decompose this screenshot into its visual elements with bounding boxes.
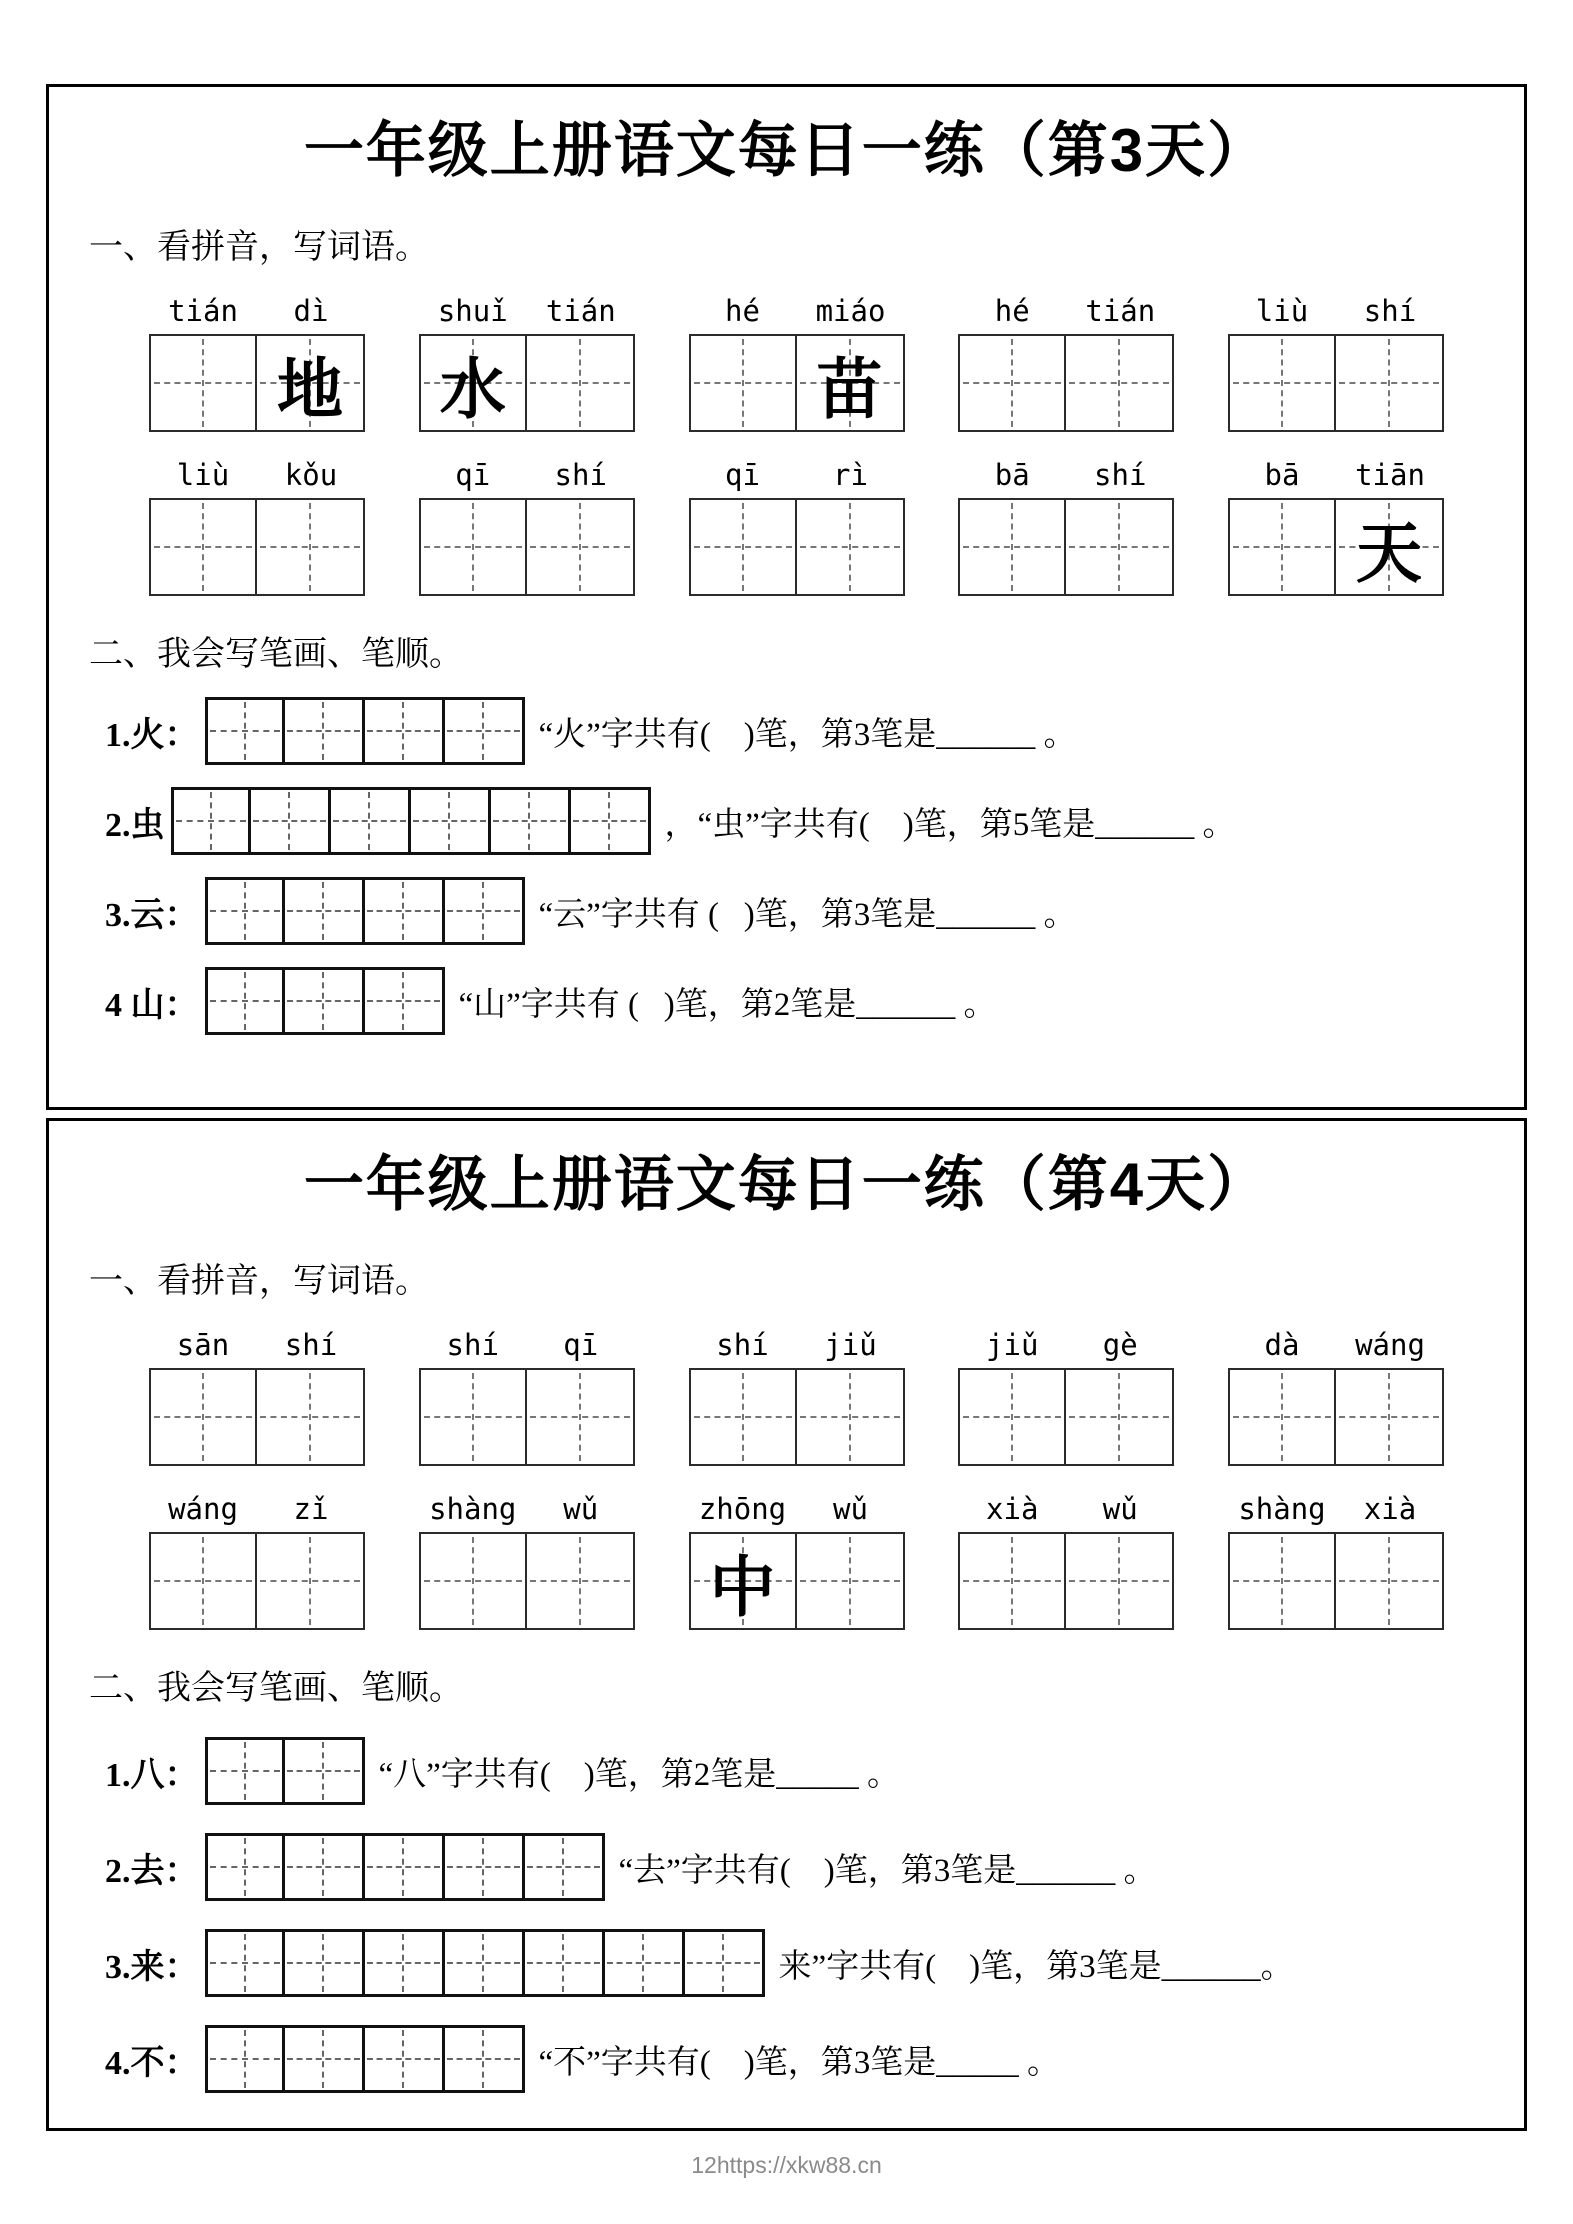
stroke-cell <box>365 1833 445 1901</box>
writing-cell <box>1228 334 1336 432</box>
stroke-question: 来”字共有( )笔，第3笔是______。 <box>778 1948 1294 1985</box>
writing-cell <box>797 1532 905 1630</box>
written-character: 水 <box>439 353 506 427</box>
writing-grid <box>958 1368 1174 1466</box>
stroke-cell <box>285 1737 365 1805</box>
stroke-cell <box>205 2025 285 2093</box>
pinyin-syllable: sān <box>176 1328 230 1362</box>
writing-grid <box>689 1532 905 1630</box>
stroke-item-label: 2.虫 <box>105 806 165 844</box>
writing-cell <box>149 334 257 432</box>
writing-grid <box>419 498 635 596</box>
stroke-cell <box>365 1929 445 1997</box>
pinyin-syllable: liù <box>176 458 230 492</box>
stroke-cell <box>411 787 491 855</box>
pinyin-labels <box>958 294 1174 328</box>
pinyin-word-group <box>419 458 635 596</box>
writing-cell <box>797 498 905 596</box>
pinyin-syllable: tián <box>168 294 238 328</box>
writing-grid <box>689 1368 905 1466</box>
pinyin-labels <box>419 294 635 328</box>
stroke-cell <box>285 967 365 1035</box>
writing-cell <box>527 498 635 596</box>
stroke-cell <box>285 697 365 765</box>
writing-cell <box>419 334 527 432</box>
pinyin-syllable: hé <box>725 294 760 328</box>
writing-grid <box>149 1368 365 1466</box>
stroke-cell <box>445 2025 525 2093</box>
pinyin-syllable: liù <box>1255 294 1309 328</box>
stroke-cell <box>365 2025 445 2093</box>
stroke-order-item <box>105 877 1524 945</box>
pinyin-syllable: shàng <box>1238 1492 1326 1526</box>
pinyin-syllable: xià <box>986 1492 1039 1526</box>
stroke-items <box>105 697 1524 1035</box>
pinyin-syllable: zhōng <box>698 1492 787 1526</box>
pinyin-word-group <box>958 294 1174 432</box>
pinyin-syllable: qī <box>563 1328 599 1362</box>
pinyin-word-group <box>149 1328 365 1466</box>
pinyin-syllable: jiǔ <box>824 1328 877 1362</box>
pinyin-syllable: dì <box>293 294 329 328</box>
pinyin-labels <box>689 1492 905 1526</box>
pinyin-syllable: qī <box>725 458 760 492</box>
pinyin-labels <box>419 1492 635 1526</box>
writing-cell <box>149 498 257 596</box>
stroke-order-grid <box>205 877 525 945</box>
stroke-cell <box>445 877 525 945</box>
pinyin-labels <box>149 1328 365 1362</box>
stroke-question: “八”字共有( )笔，第2笔是_____ 。 <box>378 1756 901 1793</box>
pinyin-syllable: dà <box>1264 1328 1300 1362</box>
writing-cell <box>527 334 635 432</box>
writing-grid <box>958 334 1174 432</box>
writing-cell <box>689 498 797 596</box>
pinyin-labels <box>958 1492 1174 1526</box>
stroke-cell <box>571 787 651 855</box>
pinyin-syllable: qī <box>455 458 491 492</box>
pinyin-word-group <box>1228 1492 1444 1630</box>
section-heading-strokes: 二、我会写笔画、笔顺。 <box>89 1670 463 1707</box>
stroke-cell <box>445 1929 525 1997</box>
pinyin-labels <box>1228 1328 1444 1362</box>
stroke-order-item <box>105 967 1524 1035</box>
pinyin-word-group <box>1228 458 1444 596</box>
writing-cell <box>958 1368 1066 1466</box>
stroke-cell <box>251 787 331 855</box>
writing-grid <box>1228 1368 1444 1466</box>
pinyin-syllable: tián <box>1085 294 1156 328</box>
pinyin-row <box>149 458 1444 596</box>
pinyin-syllable: bā <box>1264 458 1300 492</box>
writing-cell <box>257 1368 365 1466</box>
writing-cell <box>257 334 365 432</box>
writing-cell <box>1228 498 1336 596</box>
writing-grid <box>689 498 905 596</box>
pinyin-word-group <box>1228 294 1444 432</box>
writing-cell <box>1336 1368 1444 1466</box>
pinyin-syllable: shí <box>1094 458 1147 492</box>
stroke-cell <box>365 697 445 765</box>
pinyin-word-group <box>958 1328 1174 1466</box>
pinyin-syllable: hé <box>994 294 1030 328</box>
writing-cell <box>958 498 1066 596</box>
pinyin-syllable: wáng <box>168 1492 238 1526</box>
writing-cell <box>689 334 797 432</box>
writing-cell <box>527 1368 635 1466</box>
writing-grid <box>149 498 365 596</box>
writing-grid <box>419 1532 635 1630</box>
stroke-question: “不”字共有( )笔，第3笔是_____ 。 <box>538 2044 1061 2081</box>
pinyin-word-group <box>689 1328 905 1466</box>
stroke-question: ，“虫”字共有( )笔，第5笔是______ 。 <box>664 806 1236 843</box>
writing-grid <box>1228 498 1444 596</box>
written-character: 中 <box>709 1551 776 1625</box>
stroke-order-item <box>105 787 1524 855</box>
writing-grid <box>149 334 365 432</box>
written-character: 地 <box>277 353 343 427</box>
writing-cell <box>419 498 527 596</box>
stroke-item-label: 3.云： <box>105 896 199 934</box>
stroke-order-item <box>105 1833 1524 1901</box>
stroke-question: “去”字共有( )笔，第3笔是______ 。 <box>618 1852 1157 1889</box>
pinyin-word-group <box>1228 1328 1444 1466</box>
stroke-cell <box>605 1929 685 1997</box>
pinyin-labels <box>958 1328 1174 1362</box>
pinyin-syllable: tián <box>545 294 616 328</box>
pinyin-labels <box>149 294 365 328</box>
writing-cell <box>419 1368 527 1466</box>
stroke-order-grid <box>205 697 525 765</box>
writing-cell <box>1336 498 1444 596</box>
writing-cell <box>689 1368 797 1466</box>
pinyin-labels <box>689 294 905 328</box>
writing-cell <box>1336 1532 1444 1630</box>
pinyin-word-group <box>689 294 905 432</box>
pinyin-syllable: gè <box>1102 1328 1138 1362</box>
stroke-order-item <box>105 1929 1524 1997</box>
pinyin-syllable: wǔ <box>833 1492 868 1526</box>
pinyin-word-group <box>958 458 1174 596</box>
writing-cell <box>1066 1368 1174 1466</box>
pinyin-syllable: wǔ <box>563 1492 599 1526</box>
writing-cell <box>689 1532 797 1630</box>
stroke-order-item <box>105 1737 1524 1805</box>
stroke-cell <box>445 697 525 765</box>
stroke-question: “火”字共有( )笔，第3笔是______ 。 <box>538 716 1077 753</box>
writing-cell <box>149 1532 257 1630</box>
stroke-cell <box>205 1929 285 1997</box>
writing-grid <box>419 1368 635 1466</box>
worksheet-title: 一年级上册语文每日一练（第3天） <box>303 117 1270 184</box>
stroke-order-grid <box>205 967 445 1035</box>
pinyin-labels <box>149 458 365 492</box>
stroke-cell <box>525 1929 605 1997</box>
stroke-order-grid <box>205 1737 365 1805</box>
pinyin-labels <box>1228 1492 1444 1526</box>
stroke-cell <box>331 787 411 855</box>
pinyin-word-group <box>419 294 635 432</box>
pinyin-labels <box>149 1492 365 1526</box>
pinyin-syllable: shí <box>1363 294 1417 328</box>
writing-cell <box>958 1532 1066 1630</box>
stroke-item-label: 4 山： <box>105 986 199 1024</box>
pinyin-labels <box>1228 458 1444 492</box>
stroke-cell <box>491 787 571 855</box>
pinyin-word-group <box>689 1492 905 1630</box>
stroke-items <box>105 1737 1524 2093</box>
pinyin-syllable: xià <box>1363 1492 1417 1526</box>
writing-cell <box>149 1368 257 1466</box>
stroke-cell <box>285 1833 365 1901</box>
writing-grid <box>1228 1532 1444 1630</box>
writing-cell <box>1228 1368 1336 1466</box>
stroke-order-item <box>105 2025 1524 2093</box>
pinyin-labels <box>1228 294 1444 328</box>
stroke-cell <box>525 1833 605 1901</box>
stroke-cell <box>171 787 251 855</box>
writing-cell <box>257 498 365 596</box>
pinyin-syllable: tiān <box>1355 458 1425 492</box>
stroke-cell <box>285 2025 365 2093</box>
writing-cell <box>1066 1532 1174 1630</box>
pinyin-syllable: shí <box>716 1328 769 1362</box>
section-heading-strokes: 二、我会写笔画、笔顺。 <box>89 636 463 673</box>
stroke-cell <box>205 697 285 765</box>
written-character: 苗 <box>816 353 883 427</box>
writing-grid <box>958 1532 1174 1630</box>
writing-grid <box>149 1532 365 1630</box>
pinyin-syllable: shí <box>446 1328 499 1362</box>
pinyin-labels <box>689 458 905 492</box>
pinyin-syllable: rì <box>833 458 868 492</box>
stroke-order-grid <box>171 787 651 855</box>
writing-cell <box>1228 1532 1336 1630</box>
pinyin-syllable: wáng <box>1355 1328 1425 1362</box>
worksheet-title: 一年级上册语文每日一练（第4天） <box>303 1151 1270 1218</box>
pinyin-word-group <box>149 294 365 432</box>
stroke-cell <box>205 877 285 945</box>
pinyin-word-group <box>419 1492 635 1630</box>
pinyin-syllable: shí <box>554 458 607 492</box>
stroke-item-label: 2.去： <box>105 1852 199 1890</box>
writing-cell <box>797 334 905 432</box>
stroke-order-grid <box>205 2025 525 2093</box>
pinyin-labels <box>958 458 1174 492</box>
stroke-cell <box>685 1929 765 1997</box>
writing-cell <box>527 1532 635 1630</box>
writing-cell <box>1066 498 1174 596</box>
stroke-item-label: 3.来： <box>105 1948 199 1986</box>
stroke-item-label: 1.八： <box>105 1756 199 1794</box>
stroke-cell <box>365 967 445 1035</box>
stroke-order-grid <box>205 1833 605 1901</box>
pinyin-word-group <box>149 458 365 596</box>
stroke-order-grid <box>205 1929 765 1997</box>
stroke-question: “山”字共有 ( )笔，第2笔是______ 。 <box>458 986 997 1023</box>
pinyin-word-group <box>689 458 905 596</box>
pinyin-syllable: zǐ <box>293 1492 329 1526</box>
stroke-order-item <box>105 697 1524 765</box>
stroke-cell <box>205 1737 285 1805</box>
worksheet-page-day4 <box>46 1118 1527 2131</box>
writing-cell <box>797 1368 905 1466</box>
pinyin-word-group <box>149 1492 365 1630</box>
writing-grid <box>419 334 635 432</box>
section-heading-pinyin: 一、看拼音，写词语。 <box>89 229 429 266</box>
writing-cell <box>958 334 1066 432</box>
pinyin-labels <box>419 458 635 492</box>
pinyin-word-group <box>958 1492 1174 1630</box>
stroke-question: “云”字共有 ( )笔，第3笔是______ 。 <box>538 896 1077 933</box>
pinyin-word-group <box>419 1328 635 1466</box>
stroke-cell <box>285 877 365 945</box>
stroke-cell <box>445 1833 525 1901</box>
written-character: 天 <box>1356 517 1422 591</box>
pinyin-syllable: bā <box>994 458 1030 492</box>
stroke-cell <box>285 1929 365 1997</box>
pinyin-row <box>149 1492 1444 1630</box>
writing-grid <box>1228 334 1444 432</box>
stroke-cell <box>365 877 445 945</box>
pinyin-row <box>149 1328 1444 1466</box>
worksheet-page-day3 <box>46 84 1527 1110</box>
writing-grid <box>689 334 905 432</box>
writing-grid <box>958 498 1174 596</box>
stroke-item-label: 4.不： <box>105 2044 199 2082</box>
pinyin-row <box>149 294 1444 432</box>
stroke-cell <box>205 1833 285 1901</box>
pinyin-syllable: shàng <box>429 1492 517 1526</box>
writing-cell <box>1336 334 1444 432</box>
pinyin-syllable: wǔ <box>1102 1492 1138 1526</box>
writing-cell <box>419 1532 527 1630</box>
pinyin-syllable: jiǔ <box>986 1328 1039 1362</box>
pinyin-syllable: shí <box>284 1328 338 1362</box>
pinyin-labels <box>689 1328 905 1362</box>
footer-watermark: 12https://xkw88.cn <box>691 2152 882 2178</box>
pinyin-syllable: shuǐ <box>437 294 508 328</box>
writing-cell <box>1066 334 1174 432</box>
section-heading-pinyin: 一、看拼音，写词语。 <box>89 1263 429 1300</box>
writing-cell <box>257 1532 365 1630</box>
stroke-item-label: 1.火： <box>105 716 199 754</box>
pinyin-labels <box>419 1328 635 1362</box>
stroke-cell <box>205 967 285 1035</box>
pinyin-syllable: miáo <box>815 294 886 328</box>
pinyin-syllable: kǒu <box>284 458 338 492</box>
